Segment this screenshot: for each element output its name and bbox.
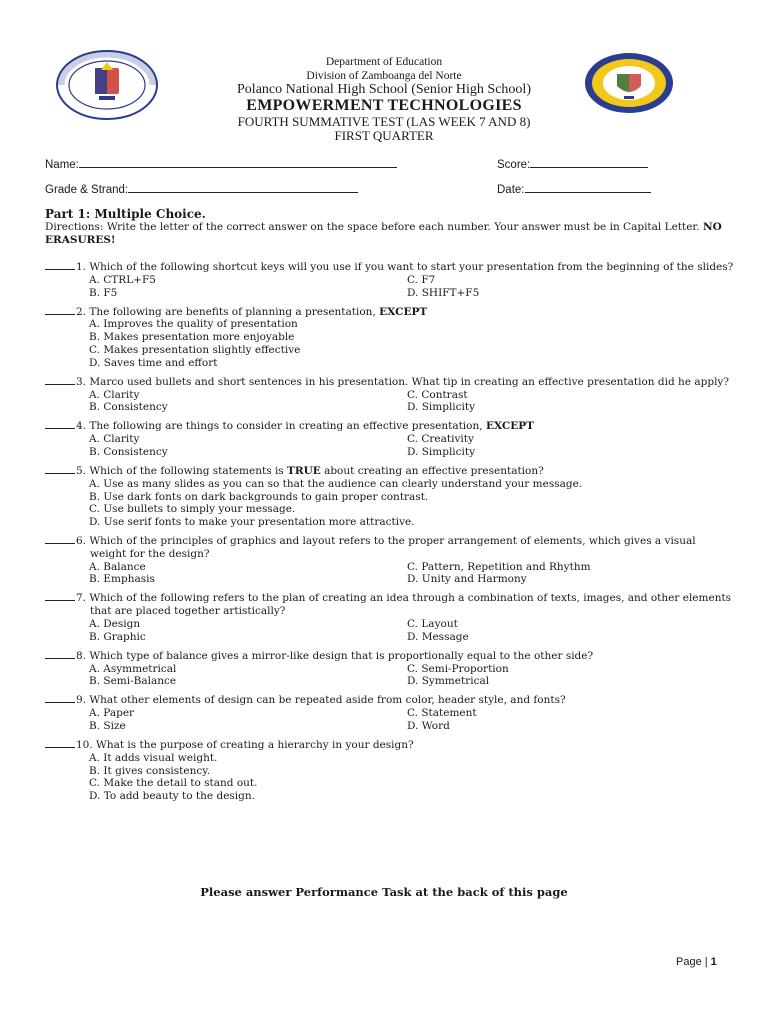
question-emphasis: TRUE [287, 464, 321, 477]
answer-option: D. Unity and Harmony [407, 573, 527, 586]
question-emphasis: EXCEPT [485, 420, 534, 433]
answer-option: B. F5 [89, 286, 118, 299]
answer-blank[interactable] [45, 375, 75, 385]
option-list [45, 389, 735, 415]
question-text: Which of the following refers to the plan of creating an idea through a combination of texts, images, and other elements that are placed together artistically? [89, 592, 732, 618]
question-stem [45, 375, 735, 389]
question-number: 5. [76, 464, 87, 477]
date-label: Date: [497, 184, 525, 196]
answer-option: A. Asymmetrical [89, 662, 177, 675]
answer-option: B. Makes presentation more enjoyable [89, 331, 295, 344]
answer-option: C. Creativity [407, 433, 474, 446]
score-label: Score: [497, 159, 531, 171]
question-number: 3. [76, 375, 87, 388]
question-stem [45, 419, 735, 433]
answer-option: D. Word [407, 720, 450, 732]
question-list [45, 260, 735, 808]
option-list [45, 707, 735, 733]
subject-title: EMPOWERMENT TECHNOLOGIES [246, 97, 522, 114]
question-stem [45, 305, 735, 319]
grade-strand-field[interactable] [45, 181, 358, 196]
directions-text: Directions: Write the letter of the correct answer on the space before each number. Your answer must be in Capital Letter. [45, 221, 700, 233]
answer-option: C. Statement [407, 707, 477, 720]
question-item [45, 375, 735, 414]
question-item [45, 260, 735, 299]
answer-option: B. Use dark fonts on dark backgrounds to gain proper contrast. [89, 490, 429, 503]
answer-option: C. F7 [407, 273, 436, 286]
question-stem [45, 649, 735, 663]
option-list [45, 478, 735, 529]
question-text: Marco used bullets and short sentences in his presentation. What tip in creating an effective presentation did he apply? [89, 375, 729, 388]
answer-blank[interactable] [45, 534, 75, 544]
question-stem [45, 591, 735, 618]
answer-option: D. Symmetrical [407, 675, 490, 688]
option-list [45, 274, 735, 300]
department-name: Department of Education [325, 56, 443, 68]
answer-option: B. Consistency [89, 445, 168, 458]
directions-emphasis: NO ERASURES! [45, 221, 722, 246]
answer-option: B. Size [89, 720, 126, 732]
answer-option: D. Message [407, 630, 469, 643]
answer-option: B. Graphic [89, 630, 146, 643]
answer-option: C. Pattern, Repetition and Rhythm [407, 560, 591, 573]
answer-blank[interactable] [45, 260, 75, 270]
answer-option: A. Use as many slides as you can so that the audience can clearly understand your message. [89, 477, 583, 490]
answer-option: D. SHIFT+F5 [407, 286, 480, 299]
question-number: 1. [76, 261, 87, 273]
question-item [45, 464, 735, 529]
name-label: Name: [45, 159, 79, 171]
grade-strand-blank[interactable] [128, 181, 358, 193]
question-number: 9. [76, 694, 87, 707]
option-list [45, 433, 735, 459]
question-number: 7. [76, 592, 87, 605]
question-item [45, 649, 735, 688]
option-list [45, 318, 735, 369]
question-stem [45, 260, 735, 274]
answer-option: B. Emphasis [89, 573, 155, 586]
answer-option: C. Layout [407, 618, 458, 631]
test-title: FOURTH SUMMATIVE TEST (LAS WEEK 7 AND 8) [237, 114, 531, 129]
question-text: What is the purpose of creating a hierarchy in your design? [96, 738, 414, 751]
question-text: about creating an effective presentation? [324, 464, 544, 477]
question-text: Which of the following statements is [89, 464, 284, 477]
question-item [45, 305, 735, 370]
page-number [676, 956, 717, 968]
answer-option: D. Use serif fonts to make your presentation more attractive. [89, 516, 415, 529]
score-blank[interactable] [530, 156, 648, 168]
question-stem [45, 464, 735, 478]
answer-option: D. Simplicity [407, 445, 476, 458]
answer-option: A. Balance [89, 560, 146, 573]
quarter-title: FIRST QUARTER [334, 128, 434, 143]
answer-option: B. Semi-Balance [89, 675, 177, 688]
answer-option: D. To add beauty to the design. [89, 790, 255, 803]
question-emphasis: EXCEPT [379, 305, 428, 318]
score-field[interactable] [497, 156, 648, 171]
answer-blank[interactable] [45, 649, 75, 659]
question-text: Which of the following shortcut keys will you use if you want to start your presentation from the beginning of the slides? [89, 261, 734, 273]
answer-option: C. Semi-Proportion [407, 662, 509, 675]
question-item [45, 419, 735, 458]
question-item [45, 738, 735, 803]
answer-blank[interactable] [45, 419, 75, 429]
answer-option: A. Improves the quality of presentation [89, 318, 298, 331]
answer-option: C. Contrast [407, 388, 468, 401]
grade-strand-label: Grade & Strand: [45, 184, 129, 196]
option-list [45, 663, 735, 689]
question-item [45, 534, 735, 586]
question-number: 8. [76, 649, 87, 662]
answer-option: C. Make the detail to stand out. [89, 777, 258, 790]
name-blank[interactable] [79, 156, 397, 168]
answer-option: B. Consistency [89, 401, 168, 414]
option-list [45, 618, 735, 644]
answer-option: D. Saves time and effort [89, 356, 218, 369]
directions [45, 221, 725, 247]
question-text: The following are benefits of planning a presentation, [89, 305, 376, 318]
answer-option: A. Paper [89, 707, 135, 720]
question-stem [45, 738, 735, 752]
performance-task-note: Please answer Performance Task at the back of this page [200, 885, 568, 899]
option-list [45, 561, 735, 587]
answer-option: A. Clarity [89, 433, 140, 446]
answer-option: A. Clarity [89, 388, 140, 401]
answer-option: A. Design [89, 618, 141, 631]
question-number: 6. [76, 535, 87, 548]
question-stem [45, 693, 735, 707]
question-number: 2. [76, 305, 87, 318]
answer-option: A. CTRL+F5 [89, 273, 156, 286]
answer-option: D. Simplicity [407, 401, 476, 414]
option-list [45, 752, 735, 803]
date-blank[interactable] [525, 181, 651, 193]
answer-option: C. Makes presentation slightly effective [89, 343, 301, 356]
page-label: Page | [676, 956, 708, 968]
answer-option: B. It gives consistency. [89, 764, 211, 777]
division-name: Division of Zamboanga del Norte [306, 70, 462, 82]
answer-blank[interactable] [45, 305, 75, 315]
name-field[interactable] [45, 156, 397, 171]
part-title: Part 1: Multiple Choice. [45, 207, 206, 221]
question-number: 10. [76, 738, 93, 751]
answer-blank[interactable] [45, 591, 75, 601]
question-item [45, 693, 735, 732]
question-stem [45, 534, 735, 561]
question-item [45, 591, 735, 643]
date-field[interactable] [497, 181, 651, 196]
answer-option: A. It adds visual weight. [89, 751, 218, 764]
answer-option: C. Use bullets to simply your message. [89, 503, 296, 516]
question-text: Which of the principles of graphics and layout refers to the proper arrangement of elements, which gives a visual weight for the design? [89, 535, 696, 560]
school-name: Polanco National High School (Senior High School) [237, 82, 531, 97]
answer-blank[interactable] [45, 738, 75, 748]
question-text: What other elements of design can be repeated aside from color, header style, and fonts? [89, 694, 566, 707]
question-number: 4. [76, 420, 87, 433]
answer-blank[interactable] [45, 693, 75, 703]
answer-blank[interactable] [45, 464, 75, 474]
question-text: Which type of balance gives a mirror-like design that is proportionally equal to the other side? [89, 649, 594, 662]
question-text: The following are things to consider in creating an effective presentation, [89, 420, 483, 433]
page-number-value: 1 [710, 956, 717, 968]
